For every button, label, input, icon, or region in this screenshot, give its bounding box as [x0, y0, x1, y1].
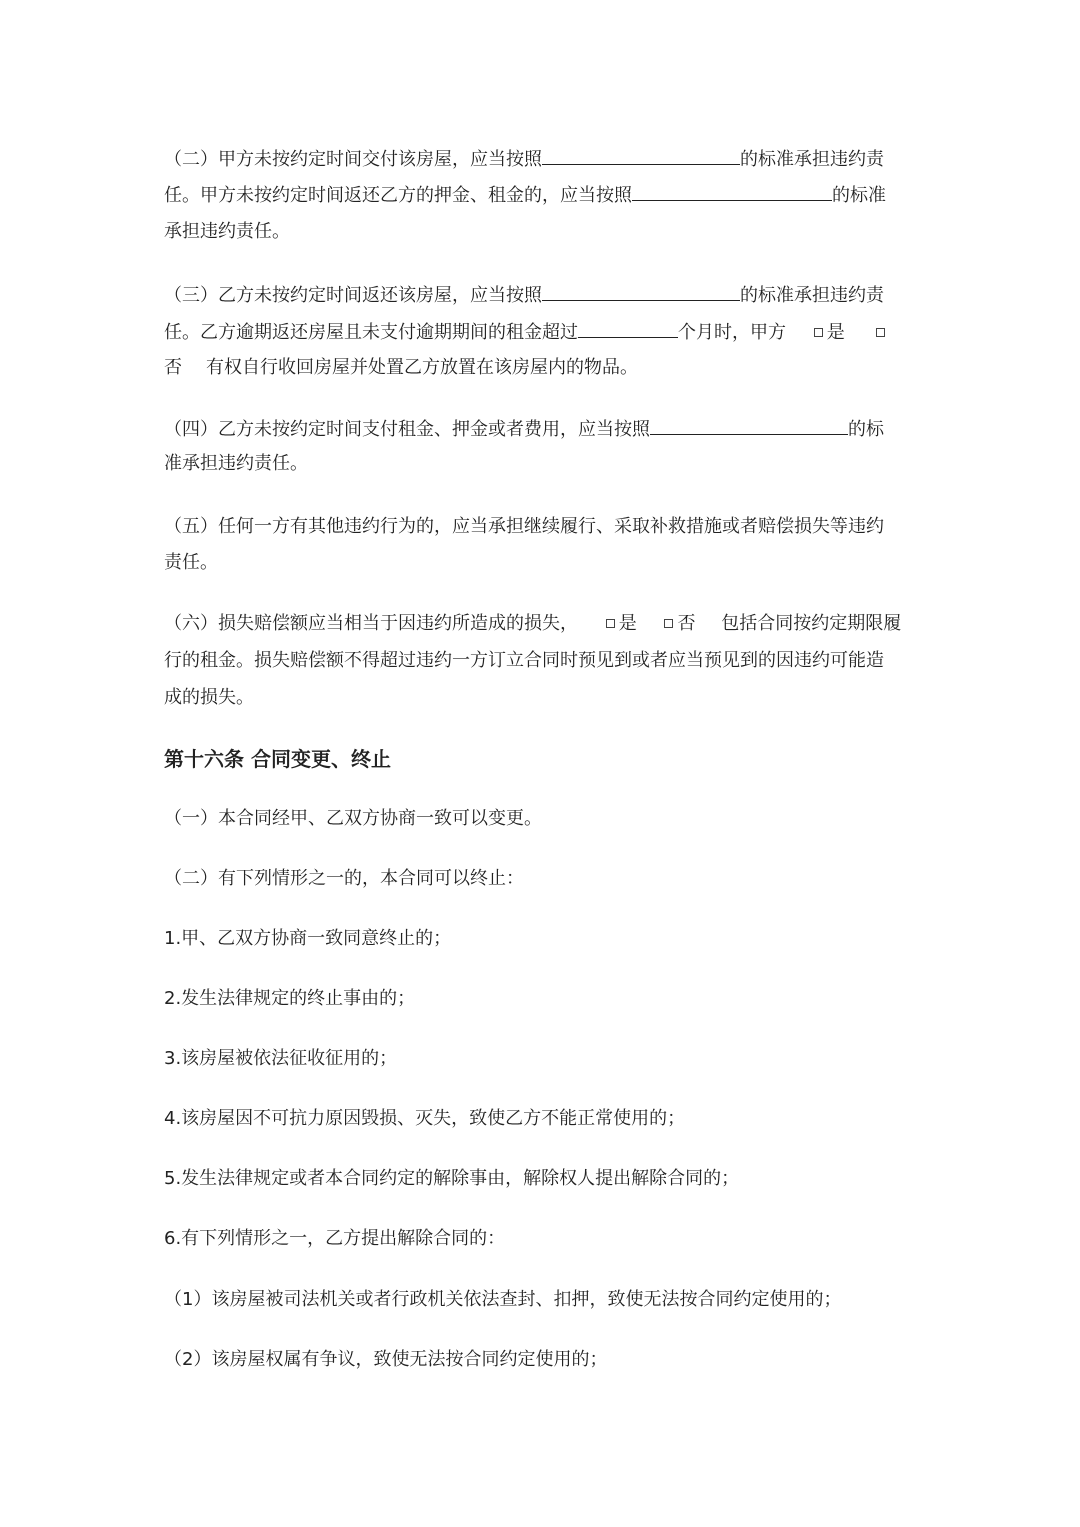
clause-2-text-e: 承担违约责任。: [164, 221, 290, 242]
clause-3-line-2: [164, 317, 889, 347]
fill-in-blank[interactable]: [542, 144, 740, 165]
clause-4-text-c: 准承担违约责任。: [164, 453, 308, 474]
fill-in-blank[interactable]: [632, 180, 832, 201]
list-item: 5.发生法律规定或者本合同约定的解除事由，解除权人提出解除合同的；: [164, 1168, 740, 1189]
list-item: 4.该房屋因不可抗力原因毁损、灭失，致使乙方不能正常使用的；: [164, 1108, 686, 1129]
clause-4-text-b: 的标: [848, 419, 884, 440]
clause-4-line-1: [164, 414, 884, 444]
clause-3-text-d: 个月时，甲方: [678, 322, 786, 343]
clause-6-line-2: [164, 647, 884, 677]
clause-3-text-a: （三）乙方未按约定时间返还该房屋，应当按照: [164, 285, 542, 306]
checkbox-yes-label: 是: [618, 613, 637, 634]
clause-6-text-b: 包括合同按约定期限履: [721, 613, 902, 634]
clause-2-text-c: 任。甲方未按约定时间返还乙方的押金、租金的，应当按照: [164, 185, 632, 206]
clause-6-line-3: [164, 684, 254, 714]
article-16-para-2: （二）有下列情形之一的，本合同可以终止：: [164, 868, 524, 889]
clause-2-text-b: 的标准承担违约责: [740, 149, 884, 170]
clause-3-line-1: [164, 280, 884, 310]
fill-in-blank[interactable]: [542, 280, 740, 301]
clause-2-text-a: （二）甲方未按约定时间交付该房屋，应当按照: [164, 149, 542, 170]
clause-4-text-a: （四）乙方未按约定时间支付租金、押金或者费用，应当按照: [164, 419, 650, 440]
clause-5-line-2: [164, 549, 218, 579]
clause-2-line-3: [164, 218, 290, 248]
checkbox-no[interactable]: [876, 328, 885, 337]
sub-list-item: （1）该房屋被司法机关或者行政机关依法查封、扣押，致使无法按合同约定使用的；: [164, 1289, 842, 1310]
checkbox-yes[interactable]: [814, 328, 823, 337]
list-item: 6.有下列情形之一，乙方提出解除合同的：: [164, 1228, 506, 1249]
clause-6-text-a: （六）损失赔偿额应当相当于因违约所造成的损失，: [164, 613, 578, 634]
clause-5-text-b: 责任。: [164, 552, 218, 573]
clause-2-text-d: 的标准: [832, 185, 886, 206]
clause-2-line-2: [164, 180, 886, 210]
clause-6-text-d: 成的损失。: [164, 687, 254, 708]
list-item: 2.发生法律规定的终止事由的；: [164, 988, 416, 1009]
list-item: 1.甲、乙双方协商一致同意终止的；: [164, 928, 452, 949]
clause-5-text-a: （五）任何一方有其他违约行为的，应当承担继续履行、采取补救措施或者赔偿损失等违约: [164, 516, 884, 537]
clause-6-text-c: 行的租金。损失赔偿额不得超过违约一方订立合同时预见到或者应当预见到的因违约可能造: [164, 650, 884, 671]
clause-3-line-3: [164, 354, 638, 384]
checkbox-yes[interactable]: [606, 619, 615, 628]
sub-list-item: （2）该房屋权属有争议，致使无法按合同约定使用的；: [164, 1349, 608, 1370]
article-16-heading: 第十六条 合同变更、终止: [164, 747, 391, 771]
checkbox-no[interactable]: [664, 619, 673, 628]
article-16-para-1: （一）本合同经甲、乙双方协商一致可以变更。: [164, 808, 542, 829]
fill-in-blank[interactable]: [650, 414, 848, 435]
clause-3-text-b: 的标准承担违约责: [740, 285, 884, 306]
clause-3-text-e: 有权自行收回房屋并处置乙方放置在该房屋内的物品。: [206, 357, 638, 378]
list-item: 3.该房屋被依法征收征用的；: [164, 1048, 398, 1069]
fill-in-blank[interactable]: [578, 317, 678, 338]
clause-4-line-2: [164, 450, 308, 480]
clause-2-line-1: [164, 144, 884, 174]
clause-5-line-1: [164, 513, 884, 543]
checkbox-yes-label: 是: [826, 322, 845, 343]
checkbox-no-label: 否: [677, 613, 696, 634]
clause-6-line-1: [164, 610, 901, 640]
clause-3-text-c: 任。乙方逾期返还房屋且未支付逾期期间的租金超过: [164, 322, 578, 343]
checkbox-no-label: 否: [164, 357, 182, 378]
